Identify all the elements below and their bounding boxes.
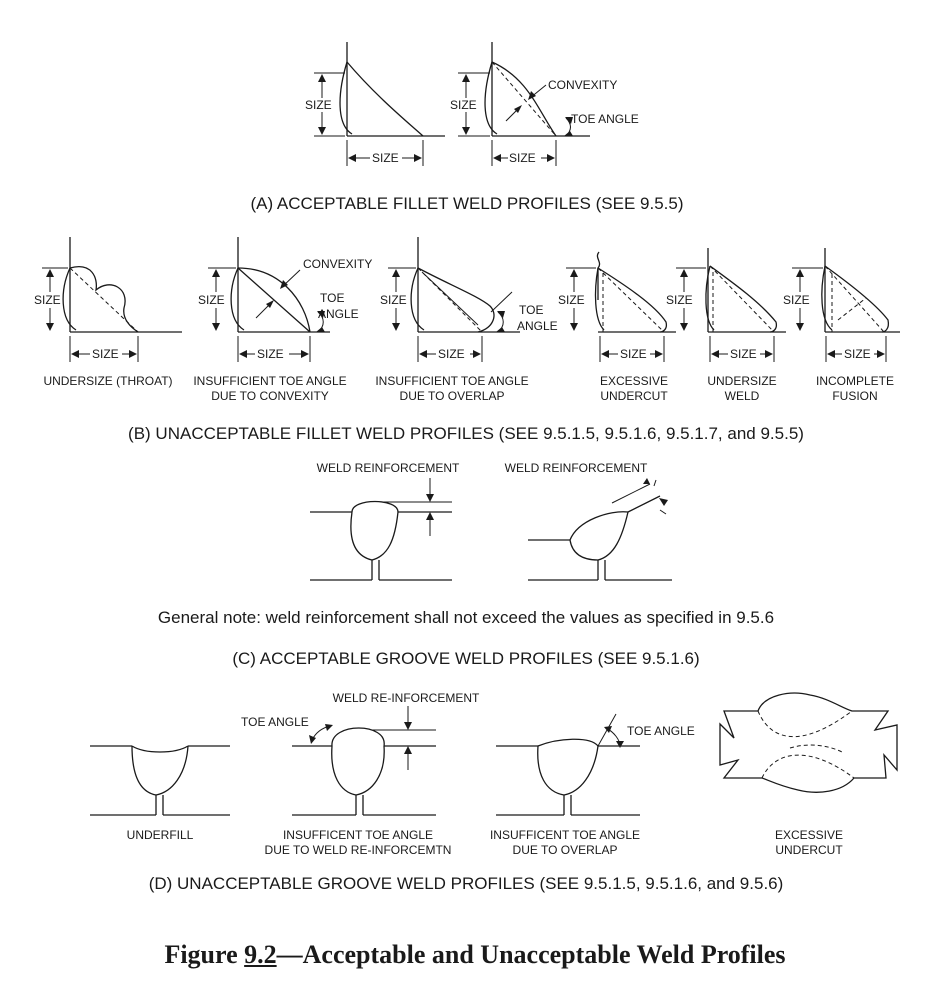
profile-label: EXCESSIVE	[774, 828, 844, 842]
profile-label: DUE TO WELD RE-INFORCEMTN	[264, 843, 452, 857]
convexity-label: CONVEXITY	[303, 257, 373, 271]
profile-label: DUE TO CONVEXITY	[211, 389, 329, 403]
groove-d1-diagram	[90, 746, 230, 815]
size-label: SIZE	[620, 347, 647, 361]
groove-d2-diagram	[292, 706, 436, 815]
size-label: SIZE	[257, 347, 284, 361]
weld-reinforcement-label: WELD REINFORCEMENT	[504, 461, 648, 475]
fillet-b2-diagram	[208, 237, 330, 362]
section-d	[90, 691, 897, 893]
groove-c2-diagram	[528, 478, 672, 580]
size-label: SIZE	[438, 347, 465, 361]
size-label: SIZE	[198, 293, 225, 307]
section-a	[250, 42, 683, 213]
profile-label: INSUFFICIENT TOE ANGLE	[193, 374, 347, 388]
angle-label: ANGLE	[318, 307, 359, 321]
general-note: General note: weld reinforcement shall not exceed the values as specified in 9.5.6	[157, 608, 775, 627]
figure-title-text: —Acceptable and Unacceptable Weld Profiles	[276, 940, 786, 969]
size-label: SIZE	[380, 293, 407, 307]
toe-angle-label: TOE ANGLE	[571, 112, 639, 126]
weld-reinforcement-label: WELD REINFORCEMENT	[316, 461, 460, 475]
profile-label: INSUFFICENT TOE ANGLE	[282, 828, 434, 842]
profile-label: DUE TO OVERLAP	[399, 389, 505, 403]
profile-label: EXCESSIVE	[599, 374, 669, 388]
toe-angle-label: TOE ANGLE	[241, 715, 309, 729]
size-label: SIZE	[34, 293, 61, 307]
toe-label: TOE	[320, 291, 345, 305]
size-label: SIZE	[666, 293, 693, 307]
toe-angle-label: TOE ANGLE	[627, 724, 695, 738]
groove-c1-diagram	[310, 478, 452, 580]
section-d-caption: (D) UNACCEPTABLE GROOVE WELD PROFILES (SEE 9.5.1.5, 9.5.1.6, and 9.5.6)	[148, 874, 784, 893]
size-label: SIZE	[305, 98, 332, 112]
profile-label: INCOMPLETE	[815, 374, 895, 388]
size-label: SIZE	[783, 293, 810, 307]
size-label: SIZE	[92, 347, 119, 361]
convexity-label: CONVEXITY	[548, 78, 618, 92]
figure-title	[0, 940, 950, 970]
fillet-b3-diagram	[388, 237, 520, 362]
size-label: SIZE	[844, 347, 871, 361]
profile-label: UNDERCUT	[600, 389, 668, 403]
section-a-caption: (A) ACCEPTABLE FILLET WELD PROFILES (SEE 9.5.5)	[250, 194, 684, 213]
angle-label: ANGLE	[517, 319, 558, 333]
groove-d4-diagram	[720, 693, 897, 792]
section-c	[158, 461, 774, 668]
profile-label: WELD	[724, 389, 760, 403]
size-label: SIZE	[730, 347, 757, 361]
weld-reinforcement-label: WELD RE-INFORCEMENT	[332, 691, 480, 705]
figure-title-prefix: Figure	[164, 940, 245, 969]
fillet-b4-diagram	[566, 252, 676, 362]
fillet-a1-diagram	[314, 42, 445, 166]
size-label: SIZE	[558, 293, 585, 307]
size-label: SIZE	[450, 98, 477, 112]
fillet-a2-diagram	[458, 42, 590, 166]
profile-label: UNDERSIZE (THROAT)	[43, 374, 173, 388]
section-c-caption: (C) ACCEPTABLE GROOVE WELD PROFILES (SEE 9.5.1.6)	[232, 649, 700, 668]
figure-number: 9.2	[244, 940, 277, 969]
profile-label: INSUFFICIENT TOE ANGLE	[375, 374, 529, 388]
profile-label: DUE TO OVERLAP	[512, 843, 618, 857]
groove-d3-diagram	[496, 714, 640, 815]
size-label: SIZE	[372, 151, 399, 165]
section-b	[34, 237, 900, 443]
profile-label: UNDERCUT	[775, 843, 843, 857]
profile-label: UNDERFILL	[126, 828, 194, 842]
section-b-caption: (B) UNACCEPTABLE FILLET WELD PROFILES (SEE 9.5.1.5, 9.5.1.6, 9.5.1.7, and 9.5.5)	[128, 424, 804, 443]
profile-label: INSUFFICENT TOE ANGLE	[489, 828, 641, 842]
profile-label: FUSION	[832, 389, 878, 403]
size-label: SIZE	[509, 151, 536, 165]
toe-label: TOE	[519, 303, 544, 317]
profile-label: UNDERSIZE	[707, 374, 777, 388]
fillet-b1-diagram	[42, 237, 182, 362]
